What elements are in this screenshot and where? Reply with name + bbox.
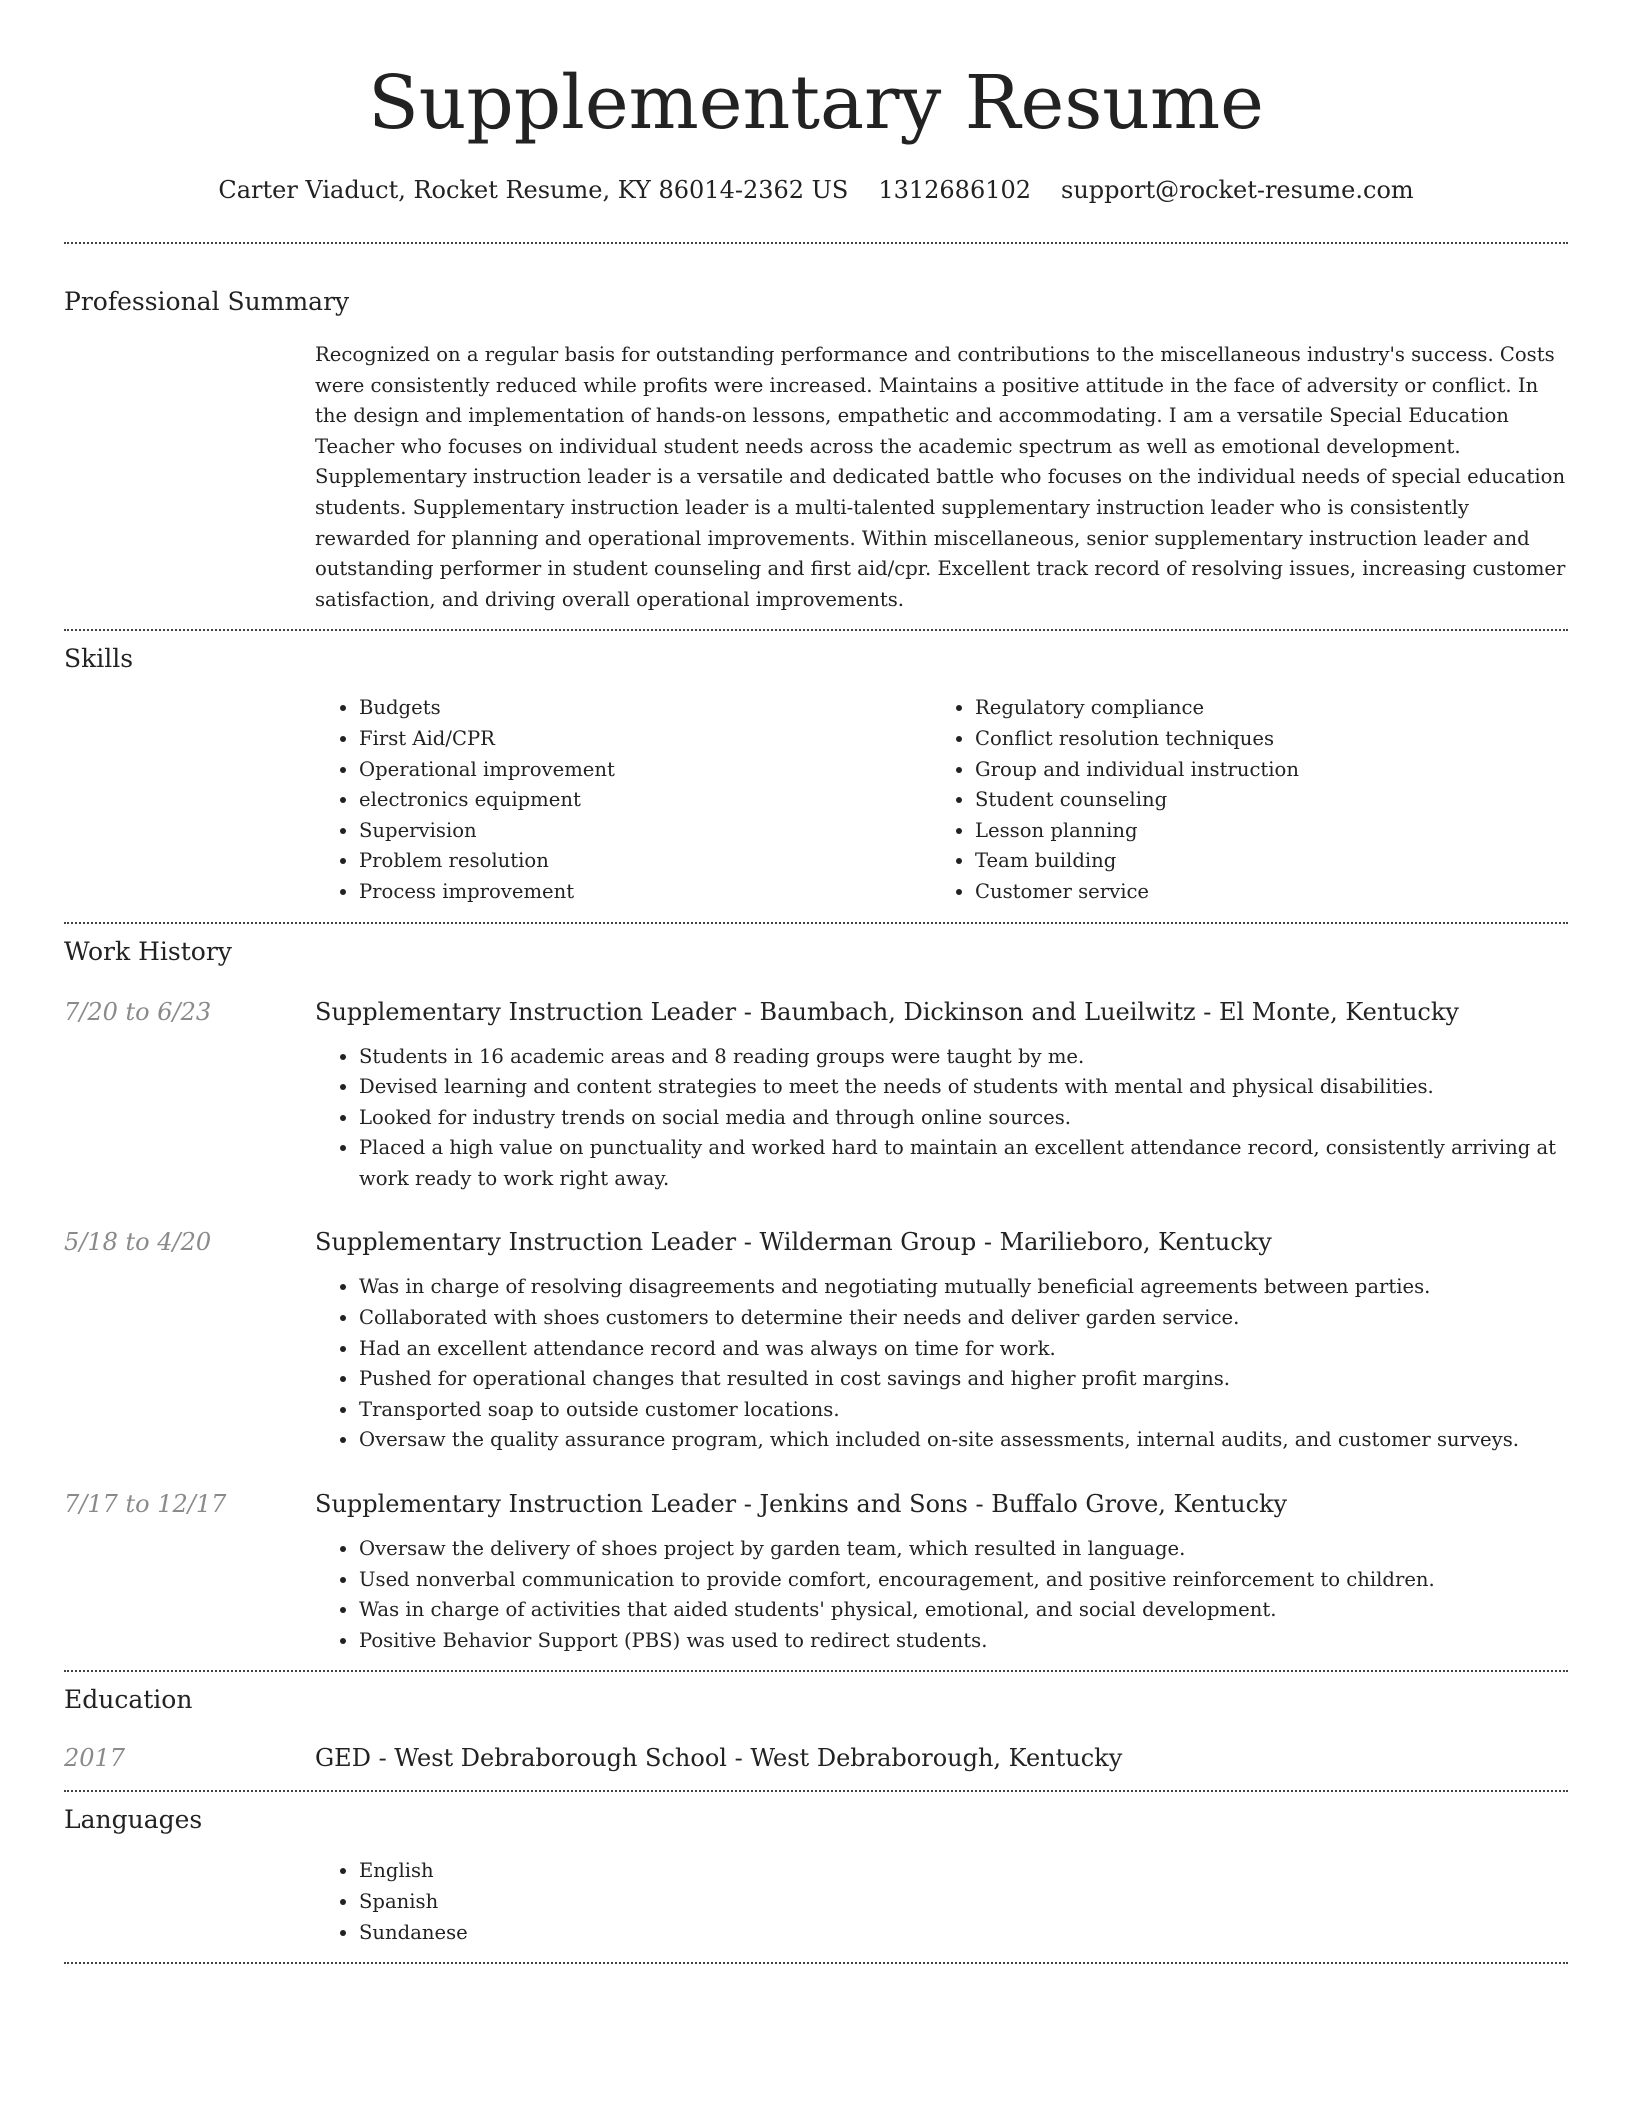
skill-item: • Problem resolution [359,846,931,877]
language-item: • Sundanese [359,1918,1568,1949]
job-duty-list [64,1272,1568,1456]
languages-list [315,1856,1568,1948]
job-duty: • Transported soap to outside customer locations. [359,1395,1568,1426]
job-duty: • Students in 16 academic areas and 8 reading groups were taught by me. [359,1042,1568,1073]
language-item: • English [359,1856,1568,1887]
skill-item: • Conflict resolution techniques [975,724,1531,755]
job-duties [315,1272,1568,1456]
job-entry [64,1224,1568,1456]
contact-address: Carter Viaduct, Rocket Resume, KY 86014-2362 US [218,176,849,204]
section-divider [64,242,1568,244]
job-duty: • Was in charge of activities that aided students' physical, emotional, and social development. [359,1595,1568,1626]
job-entry [64,994,1568,1195]
job-duty: • Used nonverbal communication to provide comfort, encouragement, and positive reinforcement to children. [359,1565,1568,1596]
education-entry [64,1740,1568,1790]
section-divider [64,1962,1568,1964]
education-section [64,1672,1568,1790]
skills-list-right [931,693,1531,907]
job-title: Supplementary Instruction Leader - Jenkins and Sons - Buffalo Grove, Kentucky [315,1490,1288,1519]
contact-phone: 1312686102 [878,176,1032,204]
job-duties [315,1042,1568,1195]
summary-section [64,284,1568,629]
skill-item: • Student counseling [975,785,1531,816]
resume-title: Supplementary Resume [368,60,1264,146]
skill-item: • Process improvement [359,877,931,908]
skills-columns [315,693,1568,921]
job-duty: • Looked for industry trends on social media and through online sources. [359,1103,1568,1134]
job-duty-list [64,1042,1568,1195]
skills-heading: Skills [64,644,134,674]
job-duty: • Pushed for operational changes that resulted in cost savings and higher profit margins. [359,1364,1568,1395]
skill-item: • Budgets [359,693,931,724]
contact-line [64,172,1568,208]
skill-item: • First Aid/CPR [359,724,931,755]
job-duty-list [64,1534,1568,1656]
job-duties [315,1534,1568,1656]
skill-item: • Customer service [975,877,1531,908]
summary-text: Recognized on a regular basis for outstanding performance and contributions to the miscellaneous industry's success. Costs were consistently reduced while profits were increased. Maintains a positive attitude in the face of adversity or conflict. In the design and implementation of hands-on lessons, empathetic and accommodating. I am a versatile Special Education Teacher who focuses on individual student needs across the academic spectrum as well as emotional development. Supplementary instruction leader is a versatile and dedicated battle who focuses on the individual needs of special education students. Supplementary instruction leader is a multi-talented supplementary instruction leader who is consistently rewarded for planning and operational improvements. Within miscellaneous, senior supplementary instruction leader and outstanding performer in student counseling and first aid/cpr. Excellent track record of resolving issues, increasing customer satisfaction, and driving overall operational improvements. [315,343,1566,611]
skills-section [64,631,1568,921]
job-entry [64,1486,1568,1670]
skill-item: • Supervision [359,816,931,847]
job-duty: • Was in charge of resolving disagreements and negotiating mutually beneficial agreements between parties. [359,1272,1568,1303]
job-duty: • Placed a high value on punctuality and worked hard to maintain an excellent attendance record, consistently arriving at work ready to work right away. [359,1133,1568,1194]
skill-item: • Group and individual instruction [975,755,1531,786]
skill-item: • electronics equipment [359,785,931,816]
job-duty: • Devised learning and content strategies to meet the needs of students with mental and physical disabilities. [359,1072,1568,1103]
languages-list-wrap [315,1856,1568,1962]
job-duty: • Positive Behavior Support (PBS) was used to redirect students. [359,1626,1568,1657]
job-title: Supplementary Instruction Leader - Wilderman Group - Marilieboro, Kentucky [315,1228,1272,1257]
job-duty: • Oversaw the delivery of shoes project by garden team, which resulted in language. [359,1534,1568,1565]
summary-heading: Professional Summary [64,287,350,316]
contact-email: support@rocket-resume.com [1061,176,1414,204]
languages-section [64,1792,1568,1962]
skill-item: • Regulatory compliance [975,693,1531,724]
skill-item: • Operational improvement [359,755,931,786]
languages-heading: Languages [64,1805,203,1835]
job-title: Supplementary Instruction Leader - Baumbach, Dickinson and Lueilwitz - El Monte, Kentucky [315,997,1459,1026]
education-year: 2017 [64,1744,126,1773]
work-history-section [64,924,1568,1671]
skill-item: • Team building [975,846,1531,877]
education-heading: Education [64,1685,193,1715]
work-history-heading: Work History [64,936,232,966]
job-dates: 7/17 to 12/17 [64,1490,227,1519]
skill-item: • Lesson planning [975,816,1531,847]
job-duty: • Oversaw the quality assurance program, which included on-site assessments, internal audits, and customer surveys. [359,1425,1568,1456]
job-duty: • Collaborated with shoes customers to determine their needs and deliver garden service. [359,1303,1568,1334]
job-duty: • Had an excellent attendance record and was always on time for work. [359,1334,1568,1365]
education-degree: GED - West Debraborough School - West Debraborough, Kentucky [315,1744,1123,1773]
job-dates: 7/20 to 6/23 [64,997,212,1026]
job-dates: 5/18 to 4/20 [64,1228,212,1257]
skills-list-left [315,693,931,907]
language-item: • Spanish [359,1887,1568,1918]
